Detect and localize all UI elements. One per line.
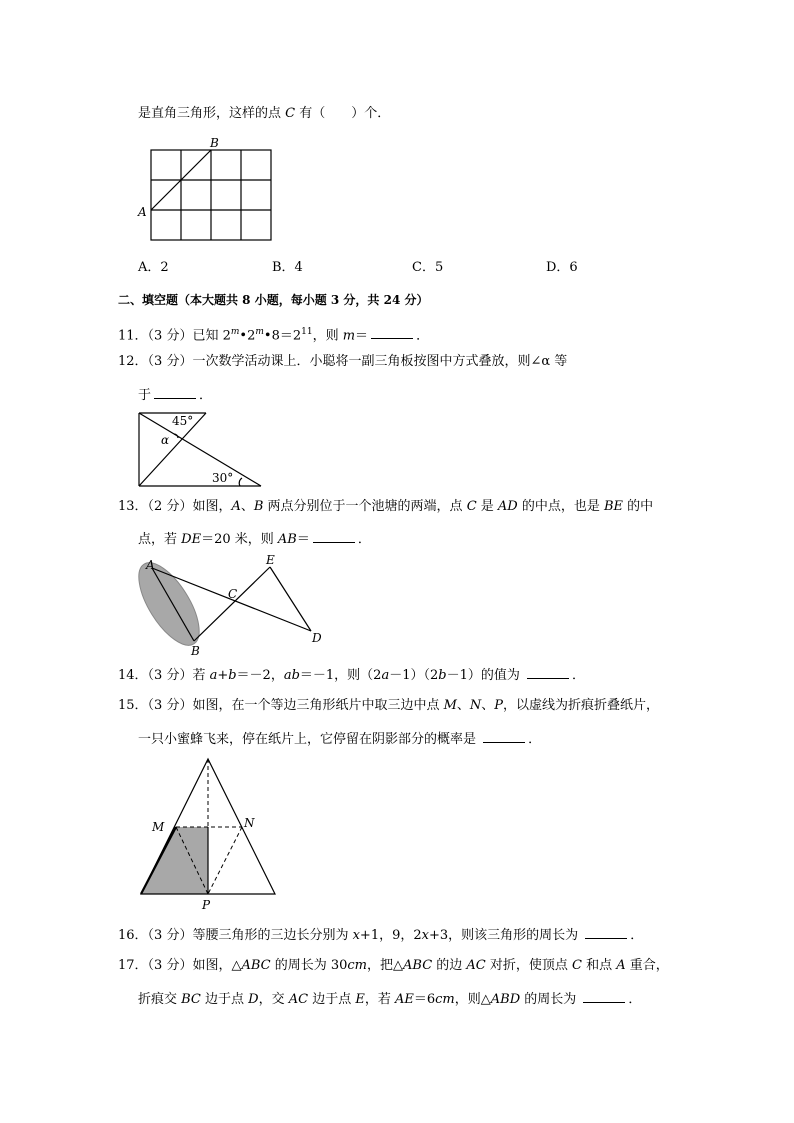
q10-stem: 是直角三角形，这样的点 C 有（ ）个． bbox=[138, 106, 391, 121]
q15-answer-blank[interactable] bbox=[483, 730, 525, 743]
label-b: B bbox=[210, 136, 219, 150]
q13-answer-blank[interactable] bbox=[313, 530, 355, 543]
angle-30-label: 30° bbox=[212, 471, 234, 485]
q10-grid-figure bbox=[136, 136, 276, 246]
q13-line1: 13．（2 分）如图，A、B 两点分别位于一个池塘的两端，点 C 是 AD 的中点，也是 BE 的中 bbox=[118, 499, 654, 514]
label-c: C bbox=[228, 587, 238, 601]
label-m: M bbox=[152, 820, 165, 834]
pond-ellipse bbox=[127, 554, 211, 655]
label-p: P bbox=[202, 898, 211, 912]
angle-45-label: 45° bbox=[172, 414, 194, 428]
label-n: N bbox=[244, 816, 255, 830]
q16: 16．（3 分）等腰三角形的三边长分别为 x+1，9，2x+3，则该三角形的周长为 ． bbox=[118, 928, 644, 943]
q13-pond-figure bbox=[136, 552, 336, 662]
label-d: D bbox=[312, 631, 322, 645]
q15-line2: 一只小蜜蜂飞来，停在纸片上，它停留在阴影部分的概率是 ． bbox=[138, 732, 542, 747]
label-a: A bbox=[138, 205, 147, 219]
q14-answer-blank[interactable] bbox=[527, 666, 569, 679]
q15-line1: 15．（3 分）如图，在一个等边三角形纸片中取三边中点 M、N、P，以虚线为折痕折叠纸片， bbox=[118, 698, 660, 713]
label-e: E bbox=[266, 553, 275, 567]
q13-line2: 点，若 DE＝20 米，则 AB＝ ． bbox=[138, 532, 371, 547]
q17-line1: 17．（3 分）如图，△ABC 的周长为 30cm，把△ABC 的边 AC 对折，使顶点 C 和点 A 重合， bbox=[118, 958, 669, 973]
q12-line1: 12．（3 分）一次数学活动课上．小聪将一副三角板按图中方式叠放，则∠α 等 bbox=[118, 354, 568, 369]
section-title: 二、填空题（本大题共 8 小题，每小题 3 分，共 24 分） bbox=[118, 293, 429, 307]
shaded-region bbox=[141, 827, 208, 894]
q14: 14．（3 分）若 a+b＝－2，ab＝－1，则（2a－1）（2b－1）的值为 ． bbox=[118, 668, 586, 683]
q15-equilateral-figure bbox=[136, 754, 286, 914]
label-a: A bbox=[146, 558, 155, 572]
q10-choice-c[interactable]: C．5 bbox=[412, 260, 444, 275]
q12-line2: 于 ． bbox=[138, 388, 213, 403]
q11: 11．（3 分）已知 $2^m•2^m•8=2^{11}$，则 m＝ ． bbox=[118, 327, 430, 344]
label-b: B bbox=[191, 644, 200, 658]
q10-choice-b[interactable]: B．4 bbox=[272, 260, 303, 275]
q17-line2: 折痕交 BC 边于点 D，交 AC 边于点 E，若 AE＝6cm，则△ABD 的周长为 ． bbox=[138, 992, 642, 1007]
q10-choice-d[interactable]: D．6 bbox=[546, 260, 578, 275]
q11-answer-blank[interactable] bbox=[371, 326, 413, 339]
alpha-label: α bbox=[161, 433, 170, 447]
q12-answer-blank[interactable] bbox=[154, 386, 196, 399]
q16-answer-blank[interactable] bbox=[585, 926, 627, 939]
q10-choice-a[interactable]: A．2 bbox=[138, 260, 169, 275]
q12-triangles-figure bbox=[136, 410, 266, 490]
q17-answer-blank[interactable] bbox=[583, 990, 625, 1003]
